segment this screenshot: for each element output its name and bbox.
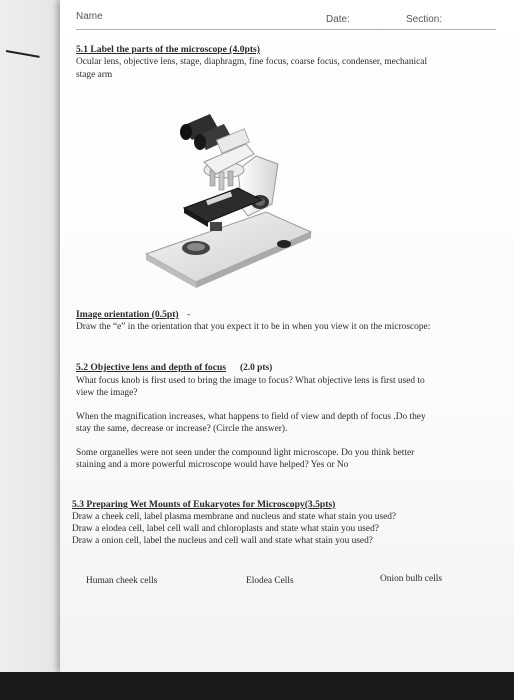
section-5-1-parts-line1: Ocular lens, objective lens, stage, diaphragm, fine focus, coarse focus, condenser, mechanical	[76, 57, 428, 67]
worksheet-page	[60, 0, 514, 672]
section-5-1-parts-line2: stage arm	[76, 70, 113, 80]
section-5-1-title: 5.1 Label the parts of the microscope (4.0pts)	[76, 44, 260, 55]
section-5-2-title: 5.2 Objective lens and depth of focus	[76, 362, 227, 373]
section-label: Section:	[406, 14, 443, 25]
section-5-2-q3-line1: Some organelles were not seen under the compound light microscope. Do you think better	[76, 448, 415, 458]
image-orientation-instruction: Draw the “e” in the orientation that you expect it to be in when you view it on the microscope:	[76, 322, 431, 332]
section-5-3-line3: Draw a onion cell, label the nucleus and cell wall and state what stain you used?	[72, 536, 373, 546]
section-5-2-q2-line2: stay the same, decrease or increase? (Circle the answer).	[76, 424, 288, 434]
section-5-3-title: 5.3 Preparing Wet Mounts of Eukaryotes for Microscopy(3.5pts)	[72, 499, 336, 510]
microscope-image	[126, 104, 326, 294]
section-5-2-points: (2.0 pts)	[240, 363, 273, 373]
section-5-2-q2-line1: When the magnification increases, what happens to field of view and depth of focus .Do they	[76, 412, 426, 422]
date-label: Date:	[326, 14, 350, 25]
header-rule	[76, 29, 496, 30]
image-orientation-title-suffix: -	[187, 309, 191, 320]
background-surface	[0, 0, 66, 700]
label-elodea-cells: Elodea Cells	[246, 576, 294, 586]
section-5-3-line2: Draw a elodea cell, label cell wall and chloroplasts and state what stain you used?	[72, 524, 379, 534]
label-human-cheek-cells: Human cheek cells	[86, 576, 158, 586]
section-5-2-q1-line2: view the image?	[76, 388, 138, 398]
bottom-shadow-surface	[0, 672, 514, 700]
section-5-2-q3-line2: staining and a more powerful microscope would have helped? Yes or No	[76, 460, 349, 470]
section-5-2-q1-line1: What focus knob is first used to bring the image to focus? What objective lens is first used to	[76, 376, 425, 386]
name-label: Name	[76, 11, 103, 22]
section-5-3-line1: Draw a cheek cell, label plasma membrane and nucleus and state what stain you used?	[72, 512, 397, 522]
image-orientation-title: Image orientation (0.5pt)	[76, 309, 179, 320]
label-onion-bulb-cells: Onion bulb cells	[380, 574, 442, 584]
